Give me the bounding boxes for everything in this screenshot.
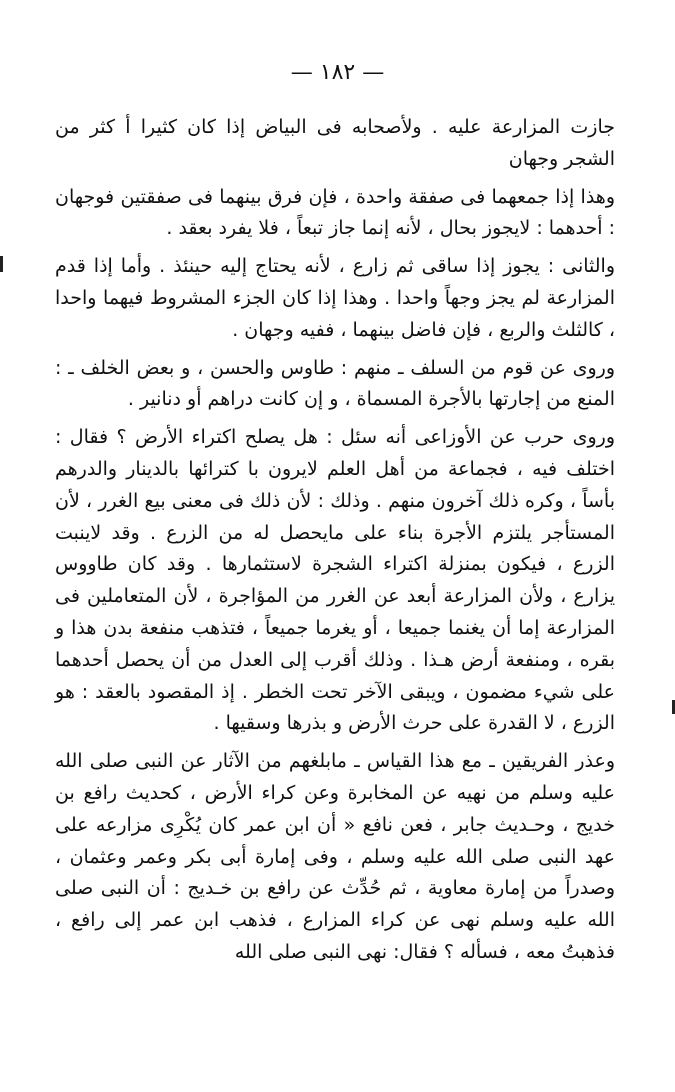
paragraph: وهذا إذا جمعهما فى صفقة واحدة ، فإن فرق بينهما فى صفقتين فوجهان : أحدهما : لايجوز بحال ، لأنه إنما جاز تبعاً ، فلا يفرد بعقد . bbox=[55, 185, 615, 240]
paragraph: جازت المزارعة عليه . ولأصحابه فى البياض إذا كان كثيرا أ كثر من الشجر وجهان bbox=[55, 116, 615, 170]
margin-mark bbox=[0, 256, 3, 272]
paragraph: وعذر الفريقين ـ مع هذا القياس ـ مابلغهم من الآثار عن النبى صلى الله عليه وسلم من نهيه عن المخابرة وعن كراء الأرض ، كحديث رافع بن خديج ، وحـديث جابر ، فعن نافع « أن ابن عمر كان يُكْرِى مزارعه على عهد النبى صلى الله عليه وسلم ، وفى إمارة أبى بكر وعمر وعثمان ، وصدراً من إمارة معاوية ، ثم حُدِّث عن رافع بن خـديج : أن النبى صلى الله عليه وسلم نهى عن كراء المزارع ، فذهب ابن عمر إلى رافع ، فذهبتُ معه ، فسأله ؟ فقال: نهى النبى صلى الله bbox=[55, 750, 615, 963]
body-text bbox=[55, 112, 615, 969]
paragraph: وروى حرب عن الأوزاعى أنه سئل : هل يصلح اكتراء الأرض ؟ فقال : اختلف فيه ، فجماعة من أهل العلم لايرون با كترائها بالدينار والدرهم بأساً ، وكره ذلك آخرون منهم . وذلك : لأن ذلك فى معنى بيع الغرر ، لأن المستأجر يلتزم الأجرة بناء على مايحصل له من الزرع . وقد لاينبت الزرع ، فيكون بمنزلة اكتراء الشجرة لاستثمارها . وقد كان طاووس يزارع ، ولأن المزارعة أبعد عن الغرر من المؤاجرة ، لأن المتعاملين فى المزارعة إما أن يغنما جميعا ، أو يغرما جميعاً ، فتذهب منفعة بدن هذا و بقره ، ومنفعة أرض هـذا . وذلك أقرب إلى العدل من أن يحصل أحدهما على شيء مضمون ، ويبقى الآخر تحت الخطر . إذ المقصود بالعقد : هو الزرع ، لا القدرة على حرث الأرض و بذرها وسقيها . bbox=[55, 426, 615, 735]
page-number: — ١٨٢ — bbox=[290, 60, 385, 85]
paragraph: والثانى : يجوز إذا ساقى ثم زارع ، لأنه يحتاج إليه حينئذ . وأما إذا قدم المزارعة لم يجز وجهاً واحدا . وهذا إذا كان الجزء المشروط فيهما واحدا ، كالثلث والربع ، فإن فاضل بينهما ، ففيه وجهان . bbox=[55, 255, 615, 341]
paragraph: وروى عن قوم من السلف ـ منهم : طاوس والحسن ، و بعض الخلف ـ : المنع من إجارتها بالأجرة المسماة ، و إن كانت دراهم أو دنانير . bbox=[55, 356, 615, 411]
